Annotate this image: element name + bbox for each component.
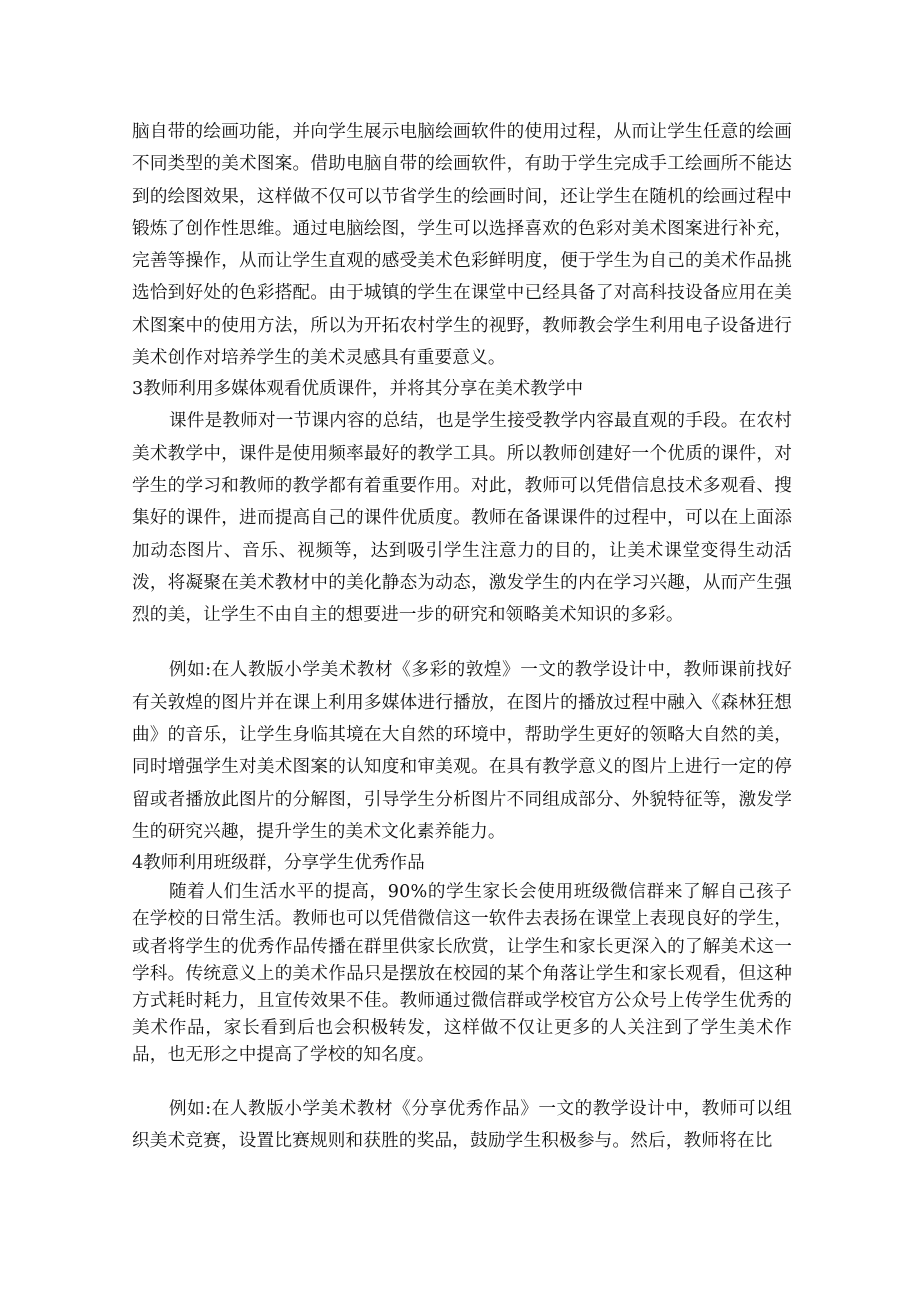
body-paragraph-4: 随着人们生活水平的提高，90%的学生家长会使用班级微信群来了解自己孩子在学校的日常生活。教师也可以凭借微信这一软件去表扬在课堂上表现良好的学生，或者将学生的优秀作品传播在群里供家长欣赏，让学生和家长更深入的了解美术这一学科。传统意义上的美术作品只是摆放在校园的某个角落让学生和家长观看，但这种方式耗时耗力，且宣传效果不佳。教师通过微信群或学校官方公众号上传学生优秀的美术作品，家长看到后也会积极转发，这样做不仅让更多的人关注到了学生美术作品，也无形之中提高了学校的知名度。 xyxy=(132,882,792,1066)
body-paragraph-2: 课件是教师对一节课内容的总结，也是学生接受教学内容最直观的手段。在农村美术教学中，课件是使用频率最好的教学工具。所以教师创建好一个优质的课件，对学生的学习和教师的教学都有着重要作用。对此，教师可以凭借信息技术多观看、搜集好的课件，进而提高自己的课件优质度。教师在备课课件的过程中，可以在上面添加动态图片、音乐、视频等，达到吸引学生注意力的目的，让美术课堂变得生动活泼，将凝聚在美术教材中的美化静态为动态，激发学生的内在学习兴趣，从而产生强烈的美，让学生不由自主的想要进一步的研究和领略美术知识的多彩。 xyxy=(132,411,792,626)
body-paragraph-3: 例如:在人教版小学美术教材《多彩的敦煌》一文的教学设计中，教师课前找好有关敦煌的图片并在课上利用多媒体进行播放，在图片的播放过程中融入《森林狂想曲》的音乐，让学生身临其境在大自然的环境中，帮助学生更好的领略大自然的美，同时增强学生对美术图案的认知度和审美观。在具有教学意义的图片上进行一定的停留或者播放此图片的分解图，引导学生分析图片不同组成部分、外貌特征等，激发学生的研究兴趣，提升学生的美术文化素养能力。 xyxy=(132,660,792,842)
body-paragraph-5: 例如:在人教版小学美术教材《分享优秀作品》一文的教学设计中，教师可以组织美术竞赛，设置比赛规则和获胜的奖品，鼓励学生积极参与。然后，教师将在比 xyxy=(132,1098,792,1151)
document-page xyxy=(132,116,792,1157)
section-heading-3: 3教师利用多媒体观看优质课件，并将其分享在美术教学中 xyxy=(132,379,584,400)
body-paragraph-1: 脑自带的绘画功能，并向学生展示电脑绘画软件的使用过程，从而让学生任意的绘画不同类型的美术图案。借助电脑自带的绘画软件，有助于学生完成手工绘画所不能达到的绘图效果，这样做不仅可以节省学生的绘画时间，还让学生在随机的绘画过程中锻炼了创作性思维。通过电脑绘图，学生可以选择喜欢的色彩对美术图案进行补充，完善等操作，从而让学生直观的感受美术色彩鲜明度，便于学生为自己的美术作品挑选恰到好处的色彩搭配。由于城镇的学生在课堂中已经具备了对高科技设备应用在美术图案中的使用方法，所以为开拓农村学生的视野，教师教会学生利用电子设备进行美术创作对培养学生的美术灵感具有重要意义。 xyxy=(132,122,792,369)
section-heading-4: 4教师利用班级群，分享学生优秀作品 xyxy=(132,853,425,874)
